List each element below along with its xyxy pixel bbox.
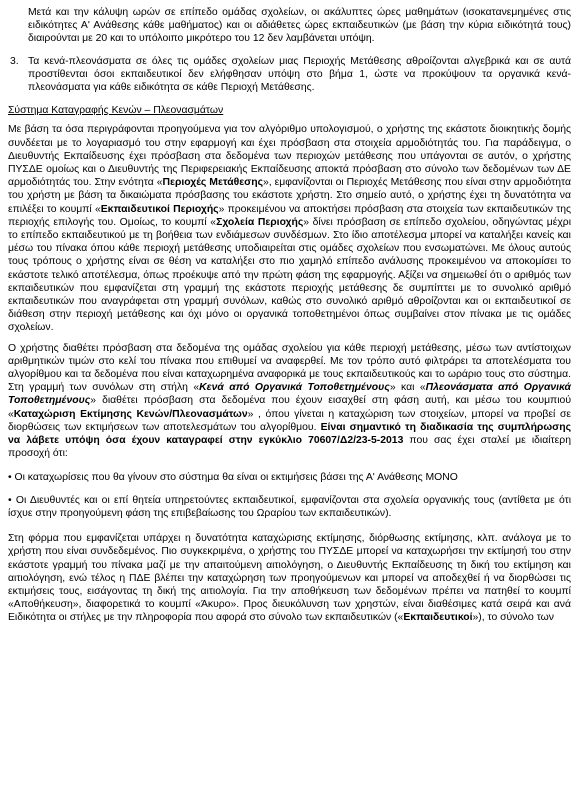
paragraph-1: Με βάση τα όσα περιγράφονται προηγούμενα για τον αλγόριθμο υπολογισμού, ο χρήστης της εκάστοτε διοικητικής δομής συνδέεται με το λογαριασμό του στην εφαρμογή και έχει πρόσβαση στα στοιχεία αρμοδιότητάς του. Για παράδειγμα, ο Διευθυντής Εκπαίδευσης έχει πρόσβαση στα δεδομένα των περιοχών μετάθεσης που υπάγονται σε αυτόν, ο χρήστης ΠΥΣΔΕ ομοίως και ο Διευθυντής της Περιφερειακής Εκπαίδευσης αποκτά πρόσβαση στο σύνολο των δεδομένων των ΔΕ αρμοδιότητάς του. Στην ενότητα «Περιοχές Μετάθεσης», εμφανίζονται οι Περιοχές Μετάθεσης που είναι στην αρμοδιότητα του χρήστη με βάση τα δικαιώματα πρόσβασης του εκάστοτε χρήστη. Στο σημείο αυτό, ο χρήστης έχει τη δυνατότητα να επιλέξει το κουμπί «Εκπαιδευτικοί Περιοχής» προκειμένου να αποκτήσει πρόσβαση στα στοιχεία των εκπαιδευτικών της περιοχής επιλογής του. Ομοίως, το κουμπί «Σχολεία Περιοχής» δίνει πρόσβαση σε επίπεδο σχολείου, οδηγώντας μέχρι το επίπεδο εκπαιδευτικού με τη βοήθεια των ενδιάμεσων συνδέσμων. Στο ίδιο αποτέλεσμα μπορεί να καταλήξει κανείς και μέσω του πίνακα όπου κάθε περιοχή μετάθεσης υποδιαιρείται στις ομάδες σχολείων που ενσωματώνει. Με όλους αυτούς τους τρόπους ο χρήστης είναι σε θέση να καταλήξει στο πιο χαμηλό επίπεδο ανάλυσης προκειμένου να αποκομίσει το εκάστοτε τελικό αποτέλεσμα, όπως προέκυψε από την πρώτη φάση της εφαρμογής. Αξίζει να σημειωθεί ότι ο αριθμός των εκπαιδευτικών που εμφανίζεται στη γραμμή της εκάστοτε περιοχής μετάθεσης δε συμπίπτει με το συνολικό αριθμό εκπαιδευτικών που αναγράφεται στη γραμμή συνόλων, καθώς στο συνολικό αριθμό αθροίζονται και οι εκπαιδευτικοί σε διάθεση στην περιοχή μετάθεσης και όχι μόνο οι οργανικά τοποθετημένοι όπως συμβαίνει στον πίνακα με τις ομάδες σχολείων. <box>8 124 572 334</box>
item-number: 3. <box>10 55 19 67</box>
bullet-item-1: • Οι καταχωρίσεις που θα γίνουν στο σύστημα θα είναι οι εκτιμήσεις βάσει της Α' Ανάθεσης ΜΟΝΟ <box>8 471 458 483</box>
item-text: Τα κενά-πλεονάσματα σε όλες τις ομάδες σχολείων μιας Περιοχής Μετάθεσης αθροίζονται αλγεβρικά και σε αυτά προστίθενται όσοι εκπαιδευτικοί δεν ελήφθησαν υπόψη στο βήμα 1, ώστε να προκύψουν τα οργανικά κενά-πλεονάσματα για κάθε ειδικότητα σε κάθε Περιοχή Μετάθεσης. <box>28 55 571 94</box>
numbered-item-3 <box>8 55 571 95</box>
paragraph-2: Ο χρήστης διαθέτει πρόσβαση στα δεδομένα της ομάδας σχολείου για κάθε περιοχή μετάθεσης, μέσω των αντίστοιχων αριθμητικών τιμών στο κελί του πίνακα που επιθυμεί να αναφερθεί. Με τον τρόπο αυτό φιλτράρει τα αποτελέσματα του αλγορίθμου και τα δεδομένα που είναι καταχωρημένα αναφορικά με τους εκπαιδευτικούς και το ωράριο τους στο σύστημα. Στη γραμμή των συνόλων στη στήλη «Κενά από Οργανικά Τοποθετημένους» και «Πλεονάσματα από Οργανικά Τοποθετημένους» διαθέτει πρόσβαση στα δεδομένα που έχουν εισαχθεί στη φάση αυτή, και μέσω του κουμπιού «Καταχώριση Εκτίμησης Κενών/Πλεονασμάτων» , όπου γίνεται η καταχώριση των στοιχείων, μπορεί να προβεί σε διορθώσεις των εκτιμήσεων των αποτελεσμάτων του αλγορίθμου. Είναι σημαντικό τη διαδικασία της συμπλήρωσης να λάβετε υπόψη όσα έχουν καταγραφεί στην εγκύκλιο 70607/Δ2/23-5-2013 που σας έχει σταλεί με ιδιαίτερη προσοχή ότι: <box>8 342 571 460</box>
paragraph-3: Στη φόρμα που εμφανίζεται υπάρχει η δυνατότητα καταχώρισης εκτίμησης, διόρθωσης εκτίμησης, κλπ. ανάλογα με το χρήστη που είναι συνδεδεμένος. Πιο συγκεκριμένα, ο χρήστης του ΠΥΣΔΕ μπορεί να καταχωρήσει την εκτίμησή του στην εκάστοτε γραμμή του πίνακα μαζί με την απαιτούμενη αιτιολόγηση, ο Διευθυντής Εκπαίδευσης τη δική του εκτίμηση και αιτιολόγηση, ενώ τέλος η ΠΔΕ βλέπει την καταχώρηση των προηγούμενων και μπορεί να αποδεχθεί ή να διορθώσει τις εκτιμήσεις τους, εισάγοντας τη δική της αιτιολογία. Για την αποθήκευση των δεδομένων πρέπει να πατηθεί το κουμπί «Αποθήκευση», διαφορετικά το κουμπί «Άκυρο». Προς διευκόλυνση των χρηστών, είναι διαθέσιμες κατά σειρά και ανά Ειδικότητα οι στήλες με την πληροφορία που αφορά στο σύνολο των εκπαιδευτικών («Εκπαιδευτικοί»), το σύνολο των <box>8 533 571 624</box>
section-heading: Σύστημα Καταγραφής Κενών – Πλεονασμάτων <box>8 105 224 117</box>
bullet-item-2: • Οι Διευθυντές και οι επί θητεία υπηρετούντες εκπαιδευτικοί, εμφανίζονται στα σχολεία οργανικής τους (αντίθετα με ότι ίσχυε στην προηγούμενη φάση της επιβεβαίωσης του Ωραρίου των εκπαιδευτικών). <box>8 494 571 519</box>
continuation-paragraph: Μετά και την κάλυψη ωρών σε επίπεδο ομάδας σχολείων, οι ακάλυπτες ώρες μαθημάτων (ισοκατανεμημένες στις ειδικότητες Α' Ανάθεσης κάθε μαθήματος) και οι αδιάθετες ώρες εκπαιδευτικών (με βάση την κύρια ειδικότητά τους) διαιρούνται με 20 και το υπόλοιπο μικρότερο του 12 δεν λαμβάνεται υπόψη. <box>28 7 571 45</box>
